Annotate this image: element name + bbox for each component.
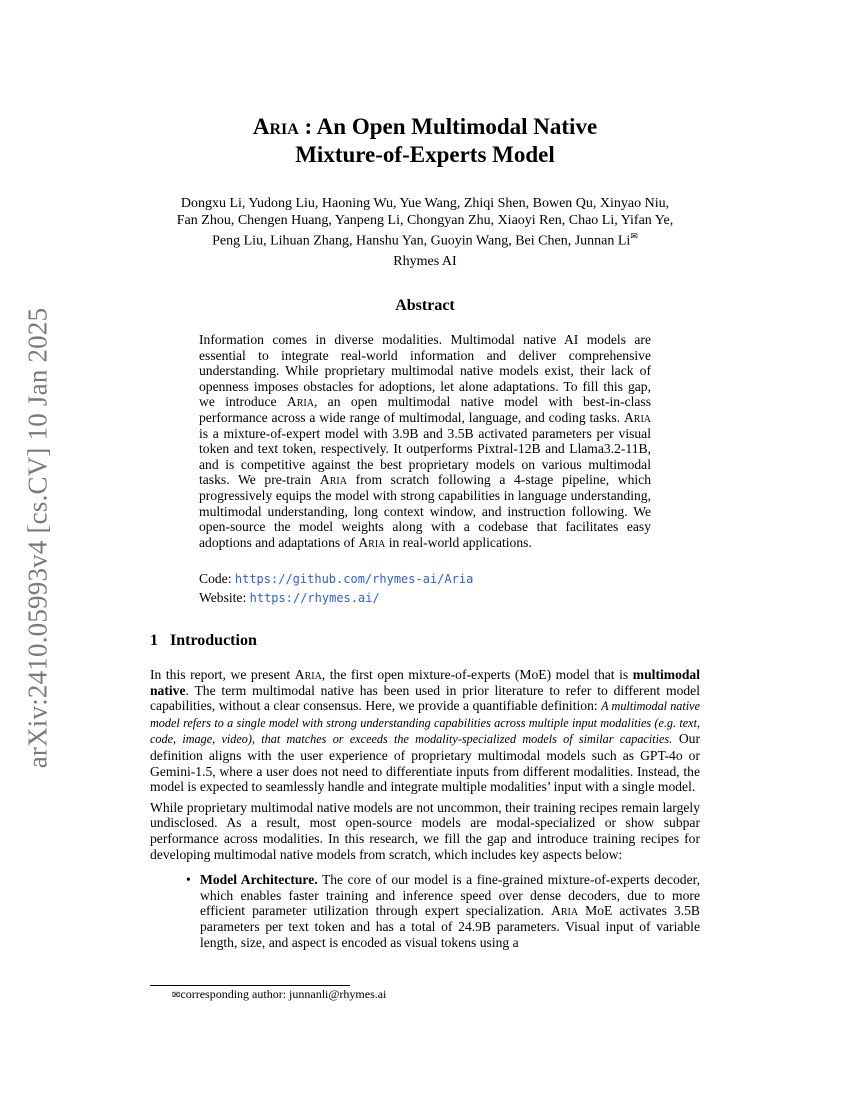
intro-emphasis: multimodal native <box>150 667 700 698</box>
authors-line-3: Peng Liu, Lihuan Zhang, Hanshu Yan, Guoyin Wang, Bei Chen, Junnan Li <box>212 233 631 249</box>
abstract-model-name: Aria <box>286 394 314 410</box>
paper-title <box>150 113 700 169</box>
abstract-model-name: Aria <box>623 409 651 425</box>
abstract-heading: Abstract <box>395 297 455 314</box>
footnote-rule <box>150 985 350 986</box>
intro-text: , the first open mixture-of-experts (MoE) model that is <box>321 667 633 682</box>
code-link[interactable]: https://github.com/rhymes-ai/Aria <box>234 572 474 586</box>
authors-line-1: Dongxu Li, Yudong Liu, Haoning Wu, Yue Wang, Zhiqi Shen, Bowen Qu, Xinyao Niu, <box>180 196 670 211</box>
bullet-heading: Model Architecture. <box>200 872 318 888</box>
envelope-icon: ✉ <box>172 990 181 1001</box>
website-label: Website: <box>199 589 250 605</box>
introduction-body <box>150 667 700 950</box>
footnote <box>172 987 386 1002</box>
section-number: 1 <box>150 632 158 649</box>
intro-text: Our definition aligns with the user experience of proprietary multimodal models such as GPT-4o or Gemini-1.5, where a user does not need to differentiate inputs from different modalities. Instead, the model is expected to seamlessly handle and integrate multiple modalities’ input with a single model. <box>150 731 700 795</box>
arxiv-identifier-sidebar <box>22 293 54 783</box>
abstract-model-name: Aria <box>319 472 347 488</box>
key-aspects-list <box>150 872 700 950</box>
code-link-row <box>199 570 473 589</box>
abstract-text-1: Information comes in diverse modalities. Multimodal native AI models are essential to integrate real-world information and deliver comprehensive understanding. While proprietary multimodal native models exist, their lack of openness imposes obstacles for adoptions, let alone adaptations. To fill this gap, we introduce <box>199 332 651 410</box>
footnote-text: corresponding author: junnanli@rhymes.ai <box>180 987 387 1001</box>
list-item <box>200 872 700 950</box>
affiliation: Rhymes AI <box>393 254 457 269</box>
intro-paragraph-2: While proprietary multimodal native models are not uncommon, their training recipes remain largely undisclosed. As a result, most open-source models are modal-specialized or show subpar performance across modalities. In this research, we fill the gap and introduce training recipes for developing multimodal native models from scratch, which includes key aspects below: <box>150 799 700 862</box>
author-list <box>150 195 700 250</box>
title-rest: : An Open Multimodal Native <box>298 114 598 139</box>
code-label: Code: <box>199 571 235 586</box>
abstract-text-3: is a mixture-of-expert model with 3.9B and 3.5B activated parameters per visual token and text token, respectively. It outperforms Pixtral-12B and Llama3.2-11B, and is competitive against the best proprietary models on various multimodal tasks. We pre-train <box>199 425 651 488</box>
bullet-model-name: Aria <box>551 903 579 919</box>
abstract-body <box>199 332 651 550</box>
section-title: Introduction <box>170 632 257 649</box>
abstract-text-5: in real-world applications. <box>385 534 532 550</box>
intro-definition: A multimodal native model refers to a single model with strong understanding capabilities across multiple input modalities (e.g. text, code, image, video), that matches or exceeds the modality-specialized models of similar capacities. <box>150 699 700 747</box>
resource-links <box>199 570 473 607</box>
abstract-text-4: from scratch following a 4-stage pipeline, which progressively equips the model with strong capabilities in language understanding, multimodal understanding, long context window, and instruction following. We open-source the model weights along with a codebase that facilitates easy adoptions and adaptations of <box>199 472 652 550</box>
arxiv-id-text: arXiv:2410.05993v4 [cs.CV] 10 Jan 2025 <box>22 307 53 769</box>
abstract-model-name: Aria <box>358 534 386 550</box>
title-line-2: Mixture-of-Experts Model <box>295 142 555 167</box>
authors-line-2: Fan Zhou, Chengen Huang, Yanpeng Li, Chongyan Zhu, Xiaoyi Ren, Chao Li, Yifan Ye, <box>176 213 674 228</box>
intro-model-name: Aria <box>294 667 322 682</box>
intro-text: . The term multimodal native has been used in prior literature to refer to different model capabilities, without a clear consensus. Here, we provide a quantifiable definition: <box>150 682 700 714</box>
website-link[interactable]: https://rhymes.ai/ <box>249 590 380 605</box>
section-heading-introduction <box>150 632 257 650</box>
title-model-name: Aria <box>252 114 299 139</box>
bullet-text: The core of our model is a fine-grained mixture-of-experts decoder, which enables faster training and inference speed over dense decoders, due to more efficient parameter utilization through expert specialization. <box>200 872 700 919</box>
abstract-text-2: , an open multimodal native model with best-in-class performance across a wide range of multimodal, language, and coding tasks. <box>199 394 652 425</box>
bullet-text: MoE activates 3.5B parameters per text token and has a total of 24.9B parameters. Visual input of variable length, size, and aspect is encoded as visual tokens using a <box>200 903 700 950</box>
corresponding-author-icon: ✉ <box>630 232 638 242</box>
intro-text: In this report, we present <box>150 667 295 682</box>
website-link-row <box>199 589 473 608</box>
intro-paragraph-1 <box>150 667 700 795</box>
